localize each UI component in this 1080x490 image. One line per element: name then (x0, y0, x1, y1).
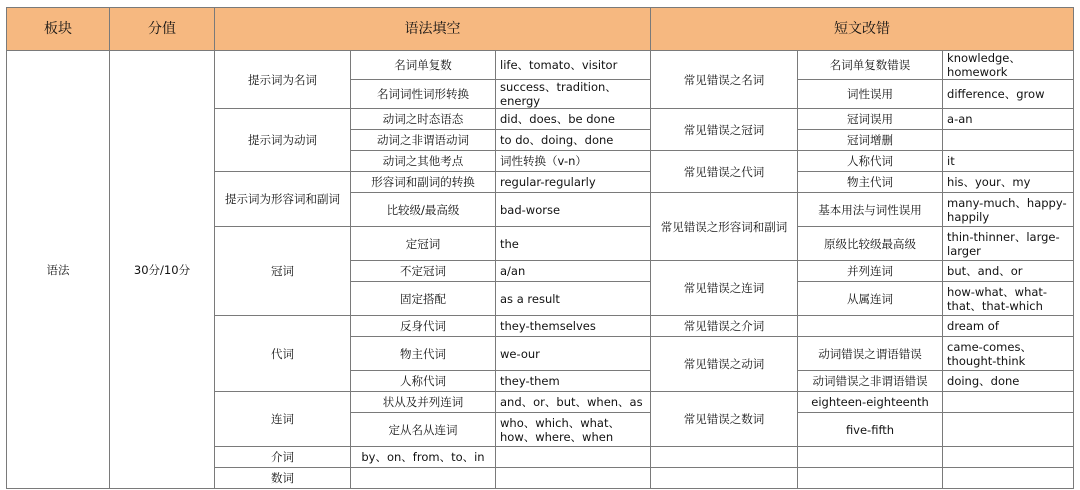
ec-category-conjunction: 常见错误之连词 (651, 261, 798, 316)
gf-example: the (496, 227, 651, 261)
gf-example: as a result (496, 282, 651, 316)
ec-category (651, 468, 798, 489)
gf-example: 词性转换（v-n） (496, 151, 651, 172)
gf-point: 固定搭配 (351, 282, 496, 316)
ec-example: knowledge、homework (943, 51, 1074, 80)
ec-category-verb: 常见错误之动词 (651, 337, 798, 392)
ec-example: but、and、or (943, 261, 1074, 282)
gf-example: they-themselves (496, 316, 651, 337)
header-module: 板块 (7, 8, 110, 51)
gf-category-preposition: 介词 (215, 447, 351, 468)
ec-point (798, 468, 943, 489)
ec-point: 人称代词 (798, 151, 943, 172)
ec-example (943, 447, 1074, 468)
header-grammar-fill: 语法填空 (215, 8, 651, 51)
header-error-correction: 短文改错 (651, 8, 1074, 51)
ec-point (798, 316, 943, 337)
gf-category-conjunction: 连词 (215, 392, 351, 447)
ec-example: difference、grow (943, 80, 1074, 109)
ec-example (943, 130, 1074, 151)
gf-example: life、tomato、visitor (496, 51, 651, 80)
ec-point: 从属连词 (798, 282, 943, 316)
gf-example: we-our (496, 337, 651, 371)
gf-point: by、on、from、to、in (351, 447, 496, 468)
gf-example: to do、doing、done (496, 130, 651, 151)
ec-category-adj-adv: 常见错误之形容词和副词 (651, 193, 798, 261)
ec-category-article: 常见错误之冠词 (651, 109, 798, 151)
ec-example: dream of (943, 316, 1074, 337)
gf-example (496, 468, 651, 489)
gf-example: success、tradition、energy (496, 80, 651, 109)
gf-example: regular-regularly (496, 172, 651, 193)
ec-example: a-an (943, 109, 1074, 130)
table-row (7, 51, 1074, 80)
ec-category (651, 447, 798, 468)
gf-point: 不定冠词 (351, 261, 496, 282)
gf-example: a/an (496, 261, 651, 282)
ec-category-noun: 常见错误之名词 (651, 51, 798, 109)
gf-example: did、does、be done (496, 109, 651, 130)
gf-example (496, 447, 651, 468)
gf-category-noun: 提示词为名词 (215, 51, 351, 109)
ec-point: 物主代词 (798, 172, 943, 193)
ec-example: came-comes、thought-think (943, 337, 1074, 371)
gf-point: 人称代词 (351, 371, 496, 392)
ec-example (943, 413, 1074, 447)
ec-category-pronoun: 常见错误之代词 (651, 151, 798, 193)
ec-example: how-what、what-that、that-which (943, 282, 1074, 316)
ec-point: 原级比较级最高级 (798, 227, 943, 261)
gf-point: 定从名从连词 (351, 413, 496, 447)
ec-example: many-much、happy-happily (943, 193, 1074, 227)
gf-point: 状从及并列连词 (351, 392, 496, 413)
gf-point (351, 468, 496, 489)
ec-point: 并列连词 (798, 261, 943, 282)
ec-example: doing、done (943, 371, 1074, 392)
ec-point: 词性误用 (798, 80, 943, 109)
header-score: 分值 (110, 8, 215, 51)
gf-point: 动词之非谓语动词 (351, 130, 496, 151)
ec-point: 动词错误之非谓语错误 (798, 371, 943, 392)
gf-example: bad-worse (496, 193, 651, 227)
gf-category-numeral: 数词 (215, 468, 351, 489)
ec-point: 动词错误之谓语错误 (798, 337, 943, 371)
gf-point: 名词单复数 (351, 51, 496, 80)
gf-point: 比较级/最高级 (351, 193, 496, 227)
gf-category-article: 冠词 (215, 227, 351, 316)
ec-example: thin-thinner、large-larger (943, 227, 1074, 261)
ec-example: his、your、my (943, 172, 1074, 193)
ec-point: eighteen-eighteenth (798, 392, 943, 413)
header-row (7, 8, 1074, 51)
gf-point: 定冠词 (351, 227, 496, 261)
module-cell: 语法 (7, 51, 110, 489)
ec-point: 冠词误用 (798, 109, 943, 130)
ec-example: it (943, 151, 1074, 172)
grammar-table (6, 7, 1074, 489)
gf-point: 动词之时态语态 (351, 109, 496, 130)
ec-point: 基本用法与词性误用 (798, 193, 943, 227)
gf-example: and、or、but、when、as (496, 392, 651, 413)
ec-point (798, 447, 943, 468)
score-cell: 30分/10分 (110, 51, 215, 489)
gf-point: 物主代词 (351, 337, 496, 371)
gf-point: 名词词性词形转换 (351, 80, 496, 109)
ec-point: five-fifth (798, 413, 943, 447)
ec-category-preposition: 常见错误之介词 (651, 316, 798, 337)
gf-point: 动词之其他考点 (351, 151, 496, 172)
ec-point: 名词单复数错误 (798, 51, 943, 80)
gf-category-pronoun: 代词 (215, 316, 351, 392)
gf-point: 形容词和副词的转换 (351, 172, 496, 193)
ec-point: 冠词增删 (798, 130, 943, 151)
gf-category-adj-adv: 提示词为形容词和副词 (215, 172, 351, 227)
gf-category-verb: 提示词为动词 (215, 109, 351, 172)
gf-point: 反身代词 (351, 316, 496, 337)
gf-example: who、which、what、how、where、when (496, 413, 651, 447)
ec-category-numeral: 常见错误之数词 (651, 392, 798, 447)
ec-example (943, 468, 1074, 489)
gf-example: they-them (496, 371, 651, 392)
ec-example (943, 392, 1074, 413)
